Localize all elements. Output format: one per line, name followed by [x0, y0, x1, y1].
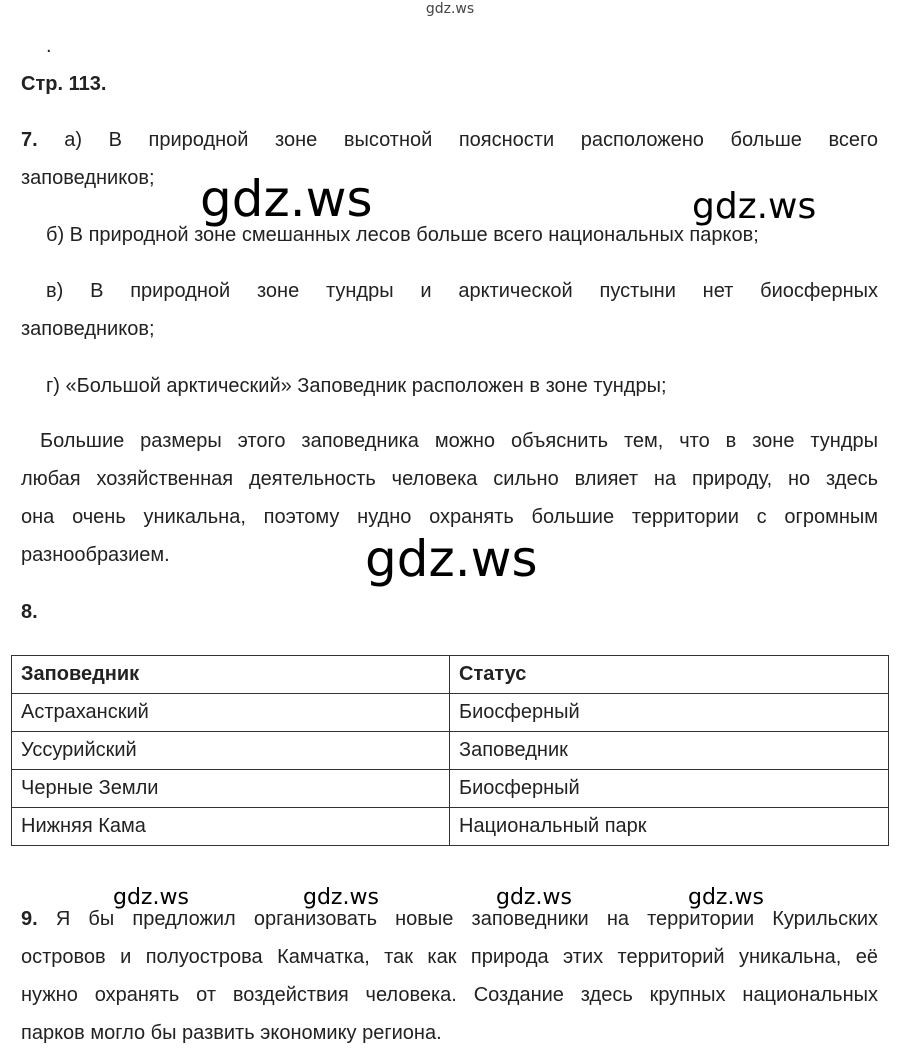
- task7-item-v-line1: в) В природной зоне тундры и арктической пустыни нет биосферных: [46, 280, 878, 302]
- watermark-large: gdz.ws: [365, 530, 538, 588]
- watermark-small: gdz.ws: [496, 885, 572, 910]
- task7-number: 7.: [21, 129, 38, 151]
- task9-number: 9.: [21, 908, 38, 930]
- table-row: [12, 732, 889, 770]
- task9-line1-text: Я бы предложил организовать новые заповедники на территории Курильских: [55, 908, 878, 930]
- task7-explanation-line3: она очень уникальна, поэтому нудно охранять большие территории с огромным: [21, 506, 878, 528]
- table-header-status: Статус: [450, 656, 889, 694]
- table-cell-reserve: Астраханский: [12, 694, 450, 732]
- table-cell-status: Национальный парк: [450, 808, 889, 846]
- task7-item-b: б) В природной зоне смешанных лесов больше всего национальных парков;: [46, 224, 759, 246]
- reserves-table: [11, 655, 889, 846]
- table-row: [12, 694, 889, 732]
- watermark-large: gdz.ws: [200, 170, 373, 228]
- table-header-row: [12, 656, 889, 694]
- table-row: [12, 770, 889, 808]
- task8-number: 8.: [21, 601, 38, 623]
- watermark-small: gdz.ws: [113, 885, 189, 910]
- task9-line3: нужно охранять от воздействия человека. Создание здесь крупных национальных: [21, 984, 878, 1006]
- task7-item-a-text: а) В природной зоне высотной поясности расположено больше всего: [64, 129, 878, 151]
- task7-item-v-line2: заповедников;: [21, 318, 155, 340]
- watermark-small: gdz.ws: [688, 885, 764, 910]
- watermark-top: gdz.ws: [425, 1, 475, 17]
- page-reference: Стр. 113.: [21, 73, 107, 95]
- table-cell-reserve: Нижняя Кама: [12, 808, 450, 846]
- task9-line2: островов и полуострова Камчатка, так как природа этих территорий уникальна, её: [21, 946, 878, 968]
- table-row: [12, 808, 889, 846]
- table-cell-status: Заповедник: [450, 732, 889, 770]
- table-cell-status: Биосферный: [450, 770, 889, 808]
- table-cell-status: Биосферный: [450, 694, 889, 732]
- task9-line4: парков могло бы развить экономику региона.: [21, 1022, 442, 1044]
- stray-dot: .: [46, 35, 52, 57]
- table-cell-reserve: Черные Земли: [12, 770, 450, 808]
- watermark-small: gdz.ws: [303, 885, 379, 910]
- task7-item-a-line1: [21, 121, 878, 159]
- table-header-reserve: Заповедник: [12, 656, 450, 694]
- task7-item-g: г) «Большой арктический» Заповедник расположен в зоне тундры;: [46, 375, 667, 397]
- task7-explanation-line1: Большие размеры этого заповедника можно объяснить тем, что в зоне тундры: [40, 430, 878, 452]
- task7-item-a-line2: заповедников;: [21, 167, 155, 189]
- task7-explanation-line4: разнообразием.: [21, 544, 170, 566]
- table-cell-reserve: Уссурийский: [12, 732, 450, 770]
- watermark-medium: gdz.ws: [692, 186, 817, 227]
- task7-explanation-line2: любая хозяйственная деятельность человека сильно влияет на природу, но здесь: [21, 468, 878, 490]
